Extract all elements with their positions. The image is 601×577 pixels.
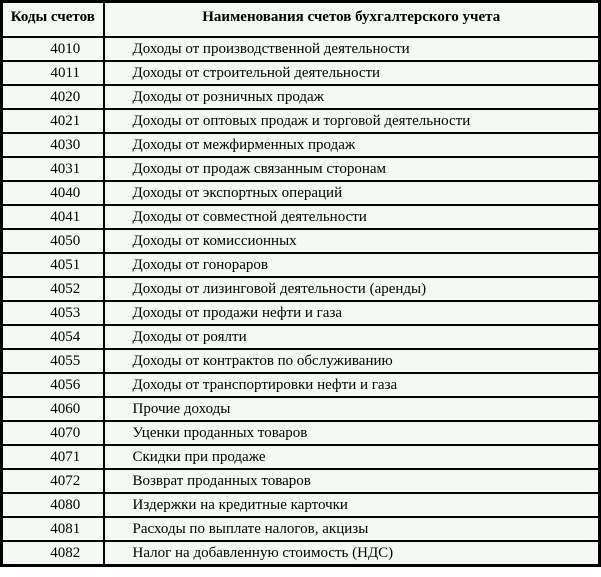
account-name-cell: Прочие доходы <box>104 397 600 421</box>
account-name-cell: Доходы от контрактов по обслуживанию <box>104 349 600 373</box>
account-name-cell: Доходы от комиссионных <box>104 229 600 253</box>
table-row <box>2 349 600 373</box>
table-row <box>2 181 600 205</box>
account-code-cell: 4052 <box>2 277 104 301</box>
account-name-cell: Доходы от гонораров <box>104 253 600 277</box>
table-row <box>2 373 600 397</box>
account-name-cell: Доходы от продажи нефти и газа <box>104 301 600 325</box>
account-code-cell: 4072 <box>2 469 104 493</box>
table-row <box>2 541 600 566</box>
account-name-cell: Доходы от совместной деятельности <box>104 205 600 229</box>
account-code-cell: 4082 <box>2 541 104 566</box>
col-header-codes: Коды счетов <box>2 2 104 38</box>
table-row <box>2 61 600 85</box>
account-code-cell: 4010 <box>2 37 104 61</box>
table-row <box>2 421 600 445</box>
table-row <box>2 277 600 301</box>
account-name-cell: Расходы по выплате налогов, акцизы <box>104 517 600 541</box>
table-row <box>2 229 600 253</box>
account-name-cell: Доходы от межфирменных продаж <box>104 133 600 157</box>
account-code-cell: 4070 <box>2 421 104 445</box>
table-row <box>2 85 600 109</box>
account-code-cell: 4011 <box>2 61 104 85</box>
account-code-cell: 4060 <box>2 397 104 421</box>
table-row <box>2 397 600 421</box>
account-name-cell: Доходы от розничных продаж <box>104 85 600 109</box>
table-row <box>2 517 600 541</box>
account-name-cell: Доходы от роялти <box>104 325 600 349</box>
account-name-cell: Доходы от экспортных операций <box>104 181 600 205</box>
table-row <box>2 325 600 349</box>
account-name-cell: Доходы от оптовых продаж и торговой деятельности <box>104 109 600 133</box>
account-name-cell: Доходы от лизинговой деятельности (аренды) <box>104 277 600 301</box>
account-code-cell: 4040 <box>2 181 104 205</box>
account-name-cell: Доходы от строительной деятельности <box>104 61 600 85</box>
table-row <box>2 469 600 493</box>
table-row <box>2 253 600 277</box>
account-code-cell: 4031 <box>2 157 104 181</box>
account-code-cell: 4020 <box>2 85 104 109</box>
account-code-cell: 4041 <box>2 205 104 229</box>
table-row <box>2 205 600 229</box>
account-code-cell: 4080 <box>2 493 104 517</box>
table-row <box>2 493 600 517</box>
table-row <box>2 37 600 61</box>
table-row <box>2 445 600 469</box>
account-code-cell: 4056 <box>2 373 104 397</box>
account-code-cell: 4081 <box>2 517 104 541</box>
account-code-cell: 4030 <box>2 133 104 157</box>
account-code-cell: 4050 <box>2 229 104 253</box>
account-code-cell: 4051 <box>2 253 104 277</box>
account-name-cell: Доходы от производственной деятельности <box>104 37 600 61</box>
account-code-cell: 4055 <box>2 349 104 373</box>
account-code-cell: 4021 <box>2 109 104 133</box>
col-header-names: Наименования счетов бухгалтерского учета <box>104 2 600 38</box>
account-name-cell: Скидки при продаже <box>104 445 600 469</box>
table-row <box>2 157 600 181</box>
account-code-cell: 4071 <box>2 445 104 469</box>
account-name-cell: Уценки проданных товаров <box>104 421 600 445</box>
table-row <box>2 133 600 157</box>
account-code-cell: 4054 <box>2 325 104 349</box>
account-name-cell: Доходы от транспортировки нефти и газа <box>104 373 600 397</box>
table-body <box>2 37 600 566</box>
account-code-cell: 4053 <box>2 301 104 325</box>
account-name-cell: Возврат проданных товаров <box>104 469 600 493</box>
account-name-cell: Налог на добавленную стоимость (НДС) <box>104 541 600 566</box>
table-row <box>2 109 600 133</box>
header-row <box>2 2 600 38</box>
account-name-cell: Доходы от продаж связанным сторонам <box>104 157 600 181</box>
table-row <box>2 301 600 325</box>
account-name-cell: Издержки на кредитные карточки <box>104 493 600 517</box>
